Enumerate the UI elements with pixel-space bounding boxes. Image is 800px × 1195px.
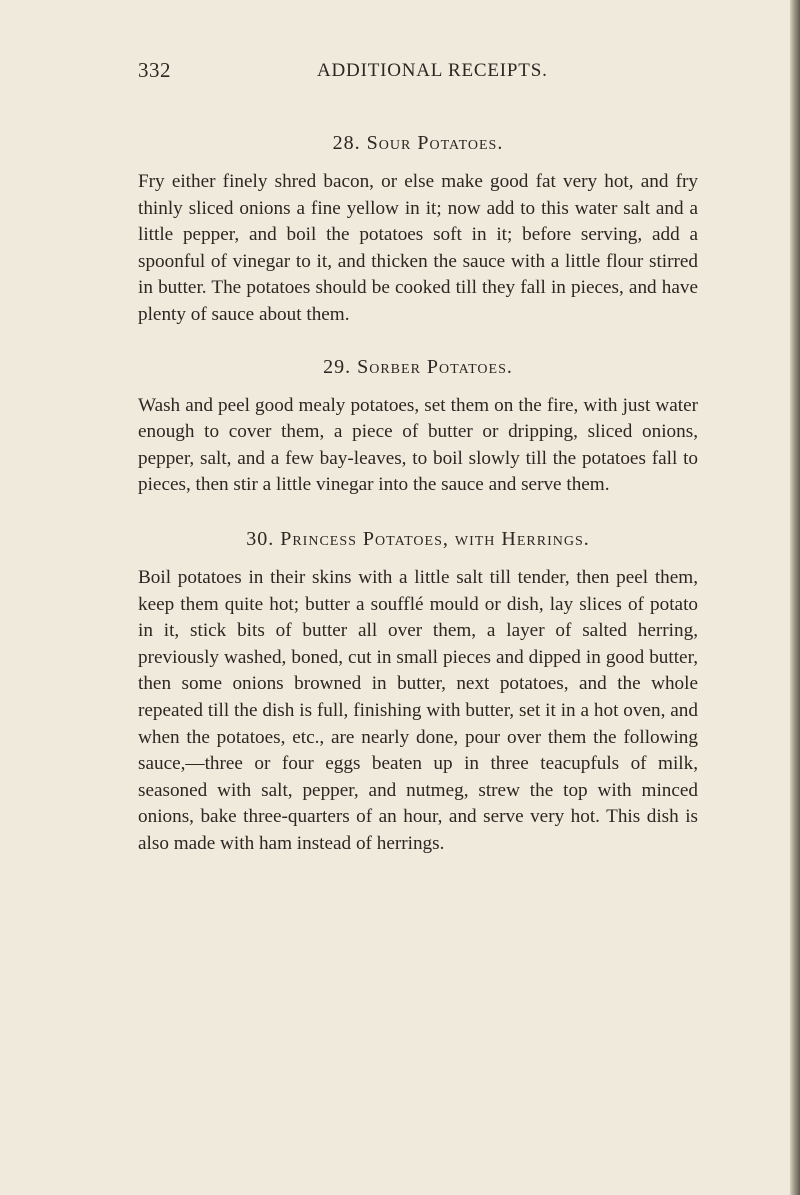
recipe-number: 30. — [246, 527, 275, 550]
recipe-name: Sorber Potatoes. — [357, 355, 513, 378]
recipe-title — [138, 356, 698, 379]
recipe-text: Fry either finely shred bacon, or else make good fat very hot, and fry thinly sliced onions a fine yellow in it; now add to this water salt and a little pepper, and boil the potatoes soft in it; before serving, add a spoonful of vinegar to it, and thicken the sauce with a little flour stirred in butter. The potatoes should be cooked till they fall in pieces, and have plenty of sauce about them. — [138, 171, 698, 325]
recipe-number: 28. — [332, 132, 361, 154]
recipe-number: 29. — [323, 355, 352, 378]
recipe-section — [138, 132, 698, 329]
page-edge-shadow — [790, 0, 800, 1195]
page-number: 332 — [138, 58, 171, 82]
recipe-title — [138, 132, 698, 155]
recipe-name: Sour Potatoes. — [366, 132, 504, 154]
recipe-name: Princess Potatoes, with Herrings. — [280, 527, 590, 550]
recipe-text: Boil potatoes in their skins with a little salt till tender, then peel them, keep them quite hot; butter a soufflé mould or dish, lay slices of potato in it, stick bits of butter all over them, a layer of salted herring, previously washed, boned, cut in small pieces and dipped in good butter, then some onions browned in butter, next potatoes, and the whole repeated till the dish is full, finishing with butter, set it in a hot oven, and when the potatoes, etc., are nearly done, pour over them the following sauce,—three or four eggs beaten up in three teacupfuls of milk, seasoned with salt, pepper, and nutmeg, strew the top with minced onions, bake three-quarters of an hour, and serve very hot. This dish is also made with ham instead of herrings. — [138, 566, 698, 854]
recipe-section — [138, 528, 698, 858]
recipe-title — [138, 528, 698, 551]
page-header — [138, 58, 698, 88]
recipe-text: Wash and peel good mealy potatoes, set them on the fire, with just water enough to cover them, a piece of butter or dripping, sliced onions, pepper, salt, and a few bay-leaves, to boil slowly till the potatoes fall to pieces, then stir a little vinegar into the sauce and serve them. — [138, 394, 698, 496]
running-head: ADDITIONAL RECEIPTS. — [317, 60, 548, 81]
page-content — [138, 132, 698, 857]
recipe-section — [138, 356, 698, 499]
